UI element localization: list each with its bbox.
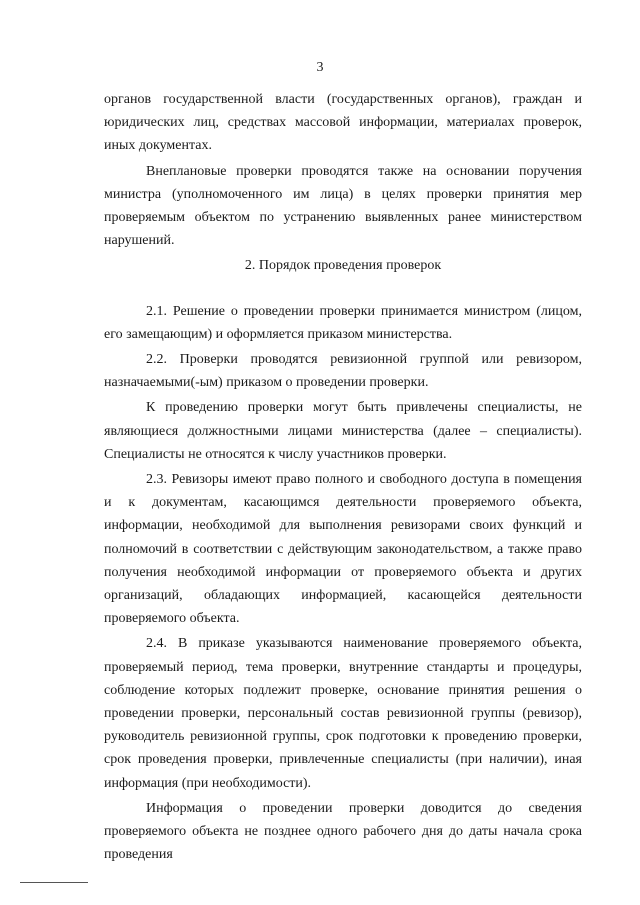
clause-2-3: 2.3. Ревизоры имеют право полного и свободного доступа в помещения и к документам, касающимся деятельности проверяемого объекта, информации, необходимой для выполнения ревизорами своих функций и полномочий в соответствии с действующим законодательством, а также право получения необходимой информации от проверяемого объекта и других организаций, обладающих информацией, касающейся деятельности проверяемого объекта. — [104, 472, 582, 627]
clause-2-4-notification: Информация о проведении проверки доводится до сведения проверяемого объекта не позднее одного рабочего дня до даты начала срока проведения — [104, 800, 582, 863]
document-body — [104, 88, 582, 867]
clause-2-1: 2.1. Решение о проведении проверки принимается министром (лицом, его замещающим) и оформляется приказом министерства. — [104, 303, 582, 342]
paragraph-unscheduled-inspections: Внеплановые проверки проводятся также на основании поручения министра (уполномоченного им лица) в целях проверки принятия мер проверяемым объектом по устранению выявленных ранее министерством нарушений. — [104, 163, 582, 249]
clause-2-2: 2.2. Проверки проводятся ревизионной группой или ревизором, назначаемыми(-ым) приказом о проведении проверки. — [104, 352, 582, 391]
clause-2-2-specialists: К проведению проверки могут быть привлечены специалисты, не являющиеся должностными лицами министерства (далее – специалисты). Специалисты не относятся к числу участников проверки. — [104, 400, 582, 462]
section-heading: 2. Порядок проведения проверок — [244, 258, 442, 274]
page-number: 3 — [316, 60, 324, 75]
footer-rule — [20, 882, 88, 883]
clause-2-4: 2.4. В приказе указываются наименование проверяемого объекта, проверяемый период, тема проверки, внутренние стандарты и процедуры, соблюдение которых подлежит проверке, основание принятия решения о проведении проверки, персональный состав ревизионной группы (ревизор), руководитель ревизионной группы, срок подготовки к проведению проверки, срок проведения проверки, привлеченные специалисты (при наличии), иная информация (при необходимости). — [104, 636, 582, 791]
paragraph-continuation: органов государственной власти (государственных органов), граждан и юридических лиц, средствах массовой информации, материалах проверок, иных документах. — [104, 92, 582, 154]
